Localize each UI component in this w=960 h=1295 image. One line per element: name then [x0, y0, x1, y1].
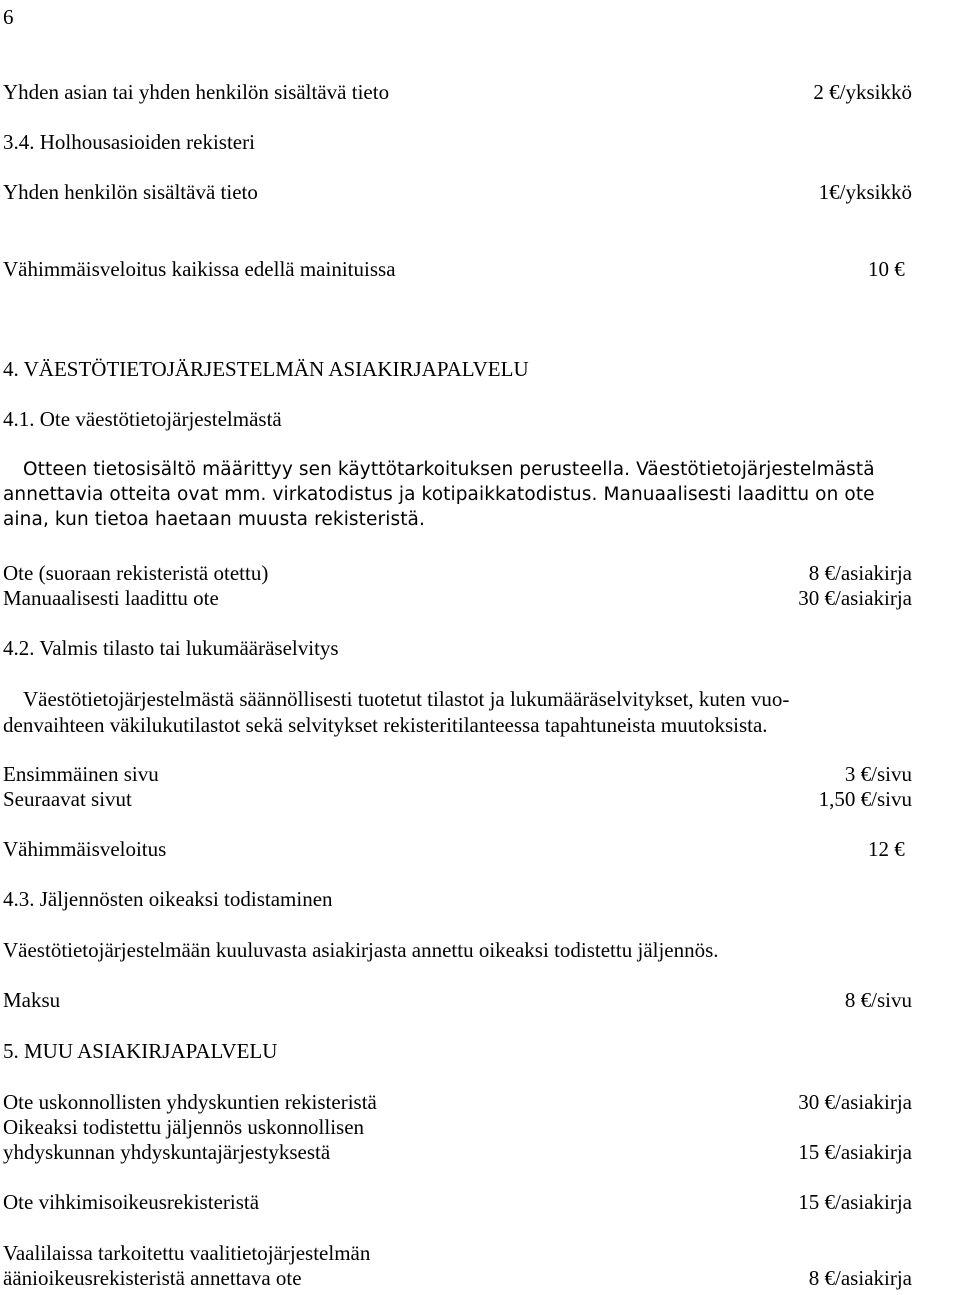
fee-label-marriage-register: Ote vihkimisoikeusrekisteristä	[3, 1190, 260, 1214]
fee-label-voting-register-l1: Vaalilaissa tarkoitettu vaalitietojärjestelmän	[3, 1241, 371, 1265]
paragraph-line: denvaihteen väkilukutilastot sekä selvitykset rekisteritilanteessa tapahtuneista muutoksista.	[3, 713, 768, 737]
fee-price-case-info: 2 €/yksikkö	[813, 80, 912, 104]
section-heading-4-1: 4.1. Ote väestötietojärjestelmästä	[3, 407, 282, 431]
paragraph-certified-copy: Väestötietojärjestelmään kuuluvasta asiakirjasta annettu oikeaksi todistettu jäljennös.	[3, 938, 719, 962]
section-heading-4-3: 4.3. Jäljennösten oikeaksi todistaminen	[3, 887, 333, 911]
fee-label-voting-register-l2: äänioikeusrekisteristä annettava ote	[3, 1266, 302, 1290]
fee-label-person-info: Yhden henkilön sisältävä tieto	[3, 180, 258, 204]
fee-price-person-info: 1€/yksikkö	[818, 180, 912, 204]
section-heading-5: 5. MUU ASIAKIRJAPALVELU	[3, 1039, 278, 1063]
fee-price-marriage-register: 15 €/asiakirja	[798, 1190, 912, 1214]
fee-label-minimum-3: Vähimmäisveloitus kaikissa edellä mainituissa	[3, 257, 396, 281]
paragraph-statistics	[3, 686, 912, 738]
paragraph-extract-info	[3, 457, 912, 532]
section-heading-4-2: 4.2. Valmis tilasto tai lukumääräselvitys	[3, 636, 339, 660]
paragraph-line: Otteen tietosisältö määrittyy sen käyttötarkoituksen perusteella. Väestötietojärjestelmästä	[23, 459, 875, 480]
fee-price-voting-register: 8 €/asiakirja	[808, 1266, 912, 1290]
fee-price-first-page: 3 €/sivu	[844, 762, 912, 786]
fee-label-religious-rules-l2: yhdyskunnan yhdyskuntajärjestyksestä	[3, 1140, 331, 1164]
page-number: 6	[3, 5, 14, 29]
fee-label-case-info: Yhden asian tai yhden henkilön sisältävä tieto	[3, 80, 390, 104]
paragraph-line: annettavia otteita ovat mm. virkatodistus ja kotipaikkatodistus. Manuaalisesti laadittu on ote	[3, 484, 875, 505]
fee-label-religious-rules-l1: Oikeaksi todistettu jäljennös uskonnollisen	[3, 1115, 365, 1139]
paragraph-line: aina, kun tietoa haetaan muusta rekisteristä.	[3, 509, 425, 530]
paragraph-line: Väestötietojärjestelmästä säännöllisesti tuotetut tilastot ja lukumääräselvitykset, kuten vuo-	[23, 687, 790, 711]
fee-label-religious-register: Ote uskonnollisten yhdyskuntien rekisteristä	[3, 1090, 377, 1114]
fee-price-next-pages: 1,50 €/sivu	[818, 787, 912, 811]
fee-label-first-page: Ensimmäinen sivu	[3, 762, 159, 786]
fee-price-direct-extract: 8 €/asiakirja	[808, 561, 912, 585]
fee-label-manual-extract: Manuaalisesti laadittu ote	[3, 586, 219, 610]
fee-price-certification: 8 €/sivu	[844, 988, 912, 1012]
fee-label-certification: Maksu	[3, 988, 61, 1012]
fee-label-direct-extract: Ote (suoraan rekisteristä otettu)	[3, 561, 269, 585]
fee-label-minimum-4-2: Vähimmäisveloitus	[3, 837, 167, 861]
fee-price-religious-rules: 15 €/asiakirja	[798, 1140, 912, 1164]
fee-price-manual-extract: 30 €/asiakirja	[798, 586, 912, 610]
fee-price-minimum-4-2: 12 €	[868, 837, 905, 861]
section-heading-4: 4. VÄESTÖTIETOJÄRJESTELMÄN ASIAKIRJAPALVELU	[3, 357, 529, 381]
fee-price-religious-register: 30 €/asiakirja	[798, 1090, 912, 1114]
section-heading-3-4: 3.4. Holhousasioiden rekisteri	[3, 130, 255, 154]
fee-label-next-pages: Seuraavat sivut	[3, 787, 132, 811]
fee-price-minimum-3: 10 €	[868, 257, 905, 281]
